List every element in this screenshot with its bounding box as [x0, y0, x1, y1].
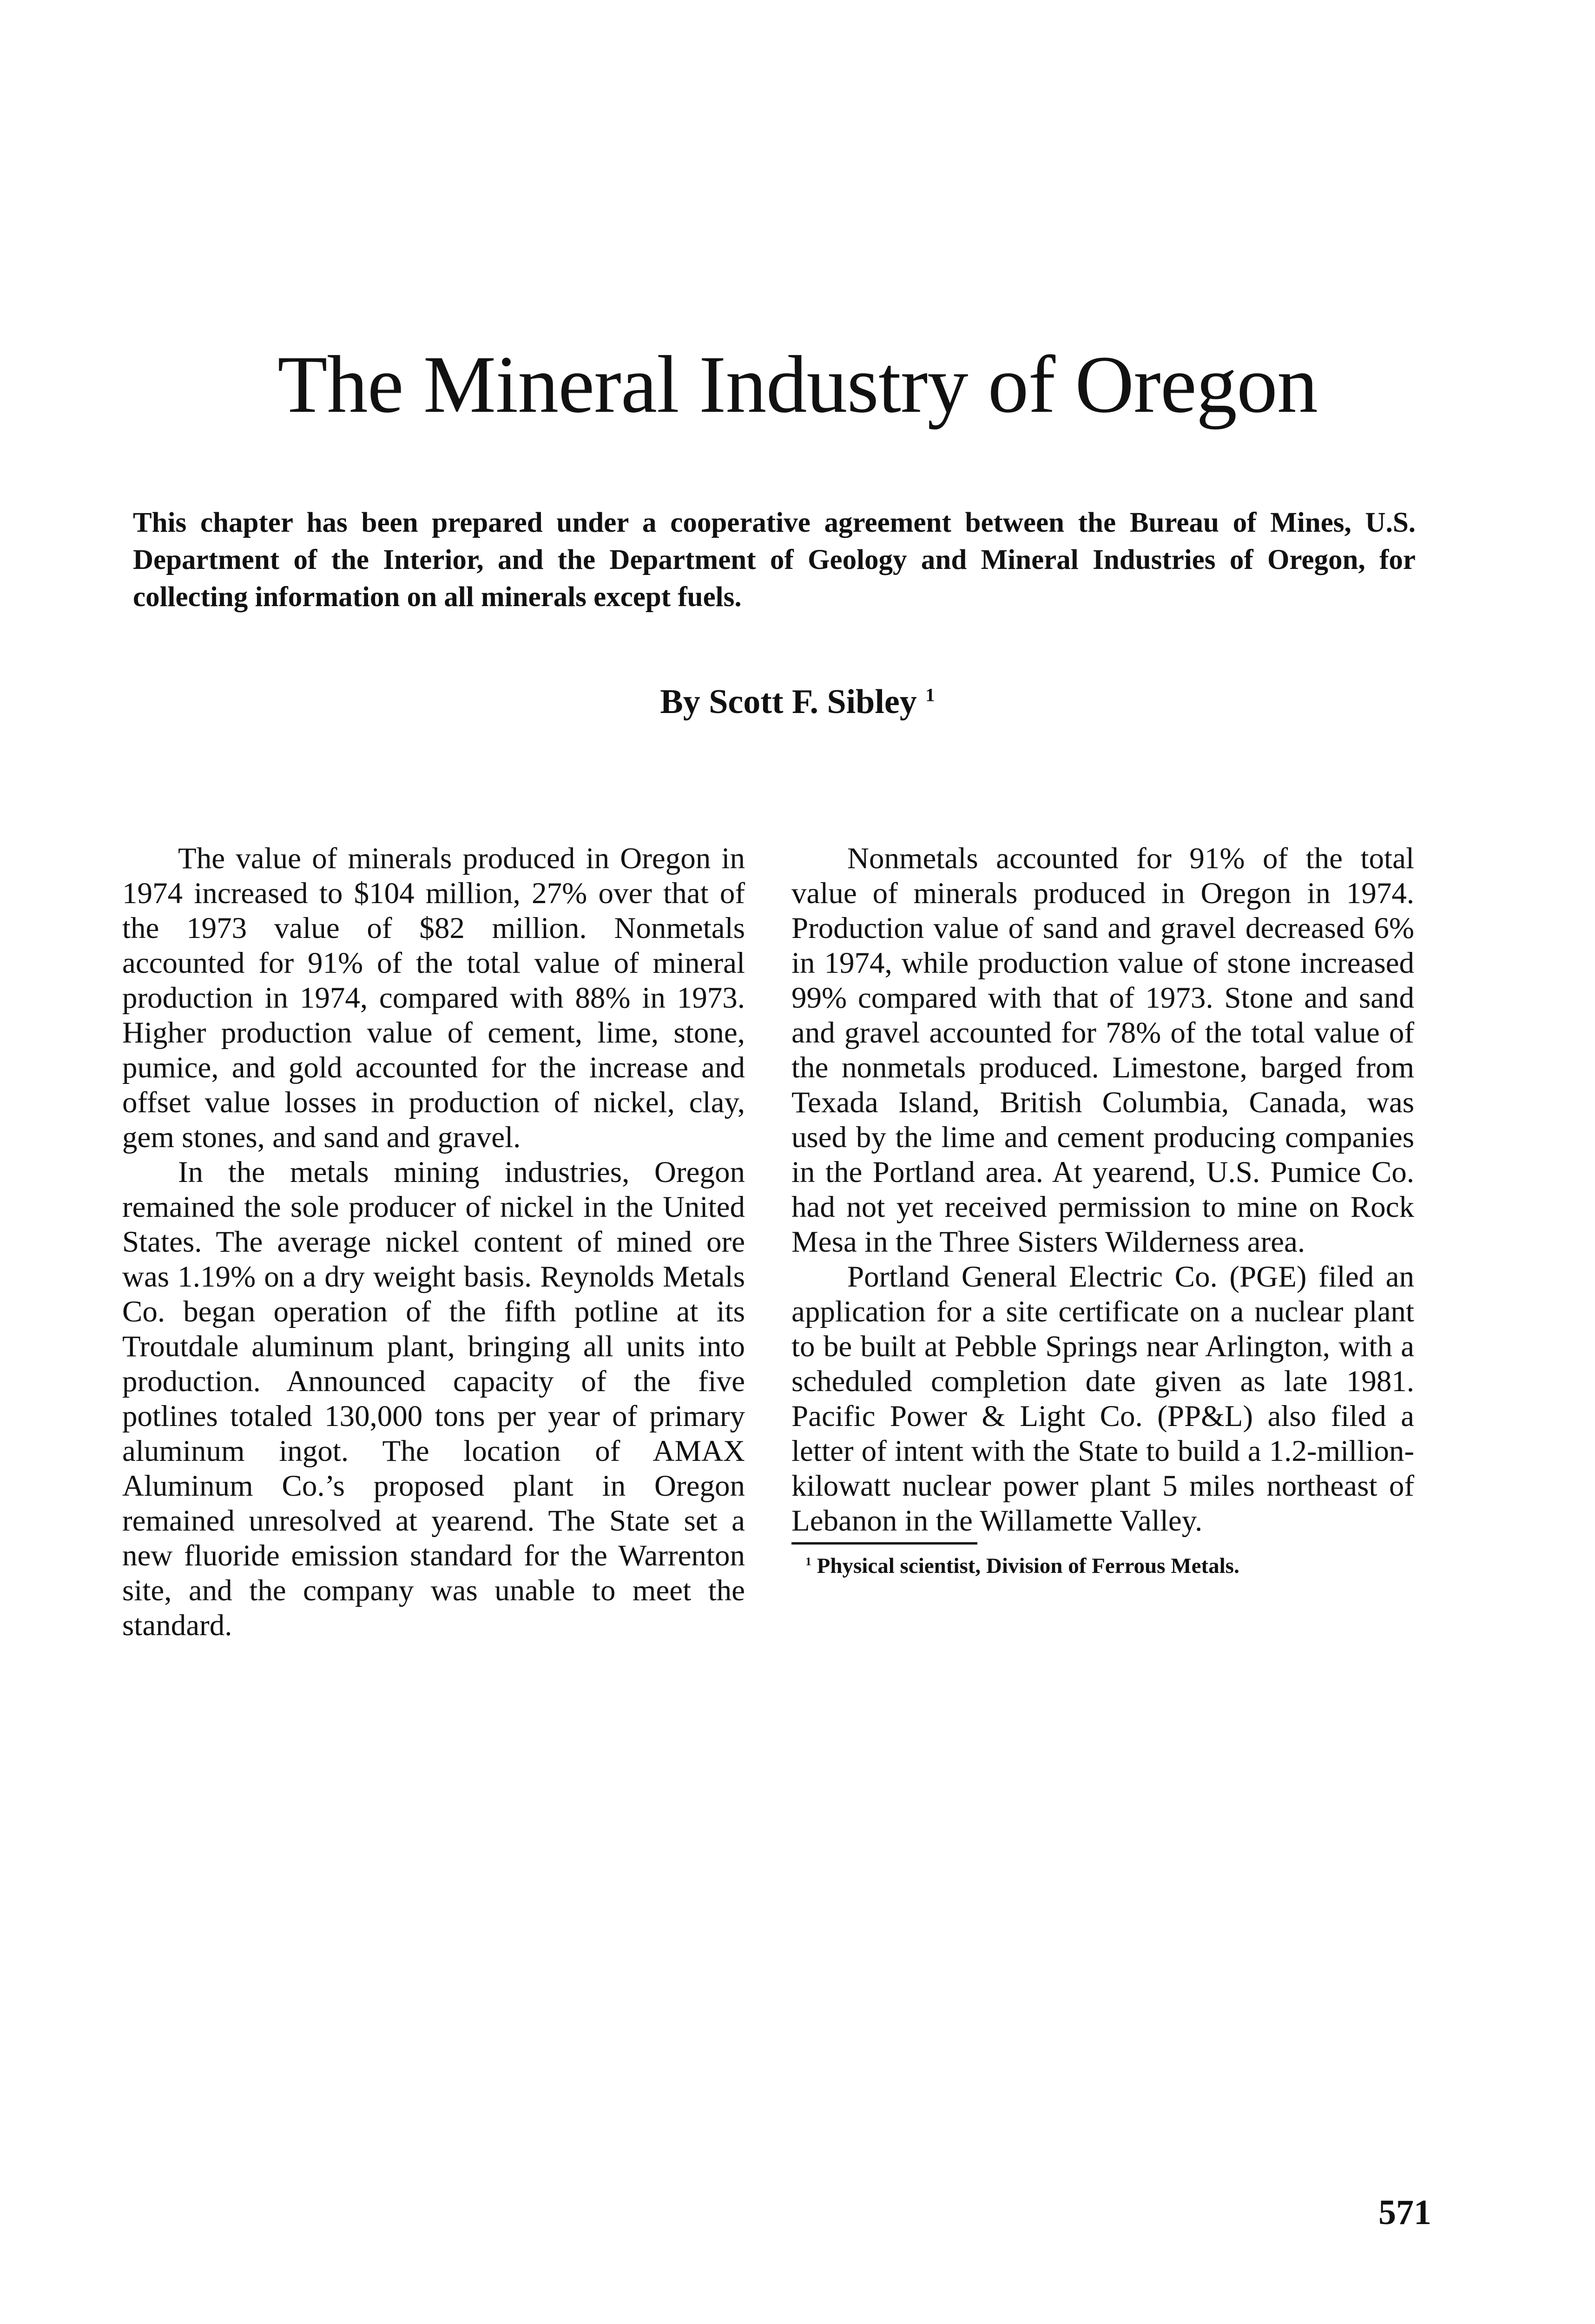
author-byline [0, 679, 1595, 725]
page-title: The Mineral Industry of Oregon [277, 339, 1318, 430]
paragraph: Nonmetals accounted for 91% of the total value of minerals produced in Oregon in 1974. Production value of sand and gravel decreased 6% in 1974, while production value of stone increased 99% compared with that of 1973. Stone and sand and gravel accounted for 78% of the total value of the nonmetals produced. Limestone, barged from Texada Island, British Columbia, Canada, was used by the lime and cement producing companies in the Portland area. At yearend, U.S. Pumice Co. had not yet received permission to mine on Rock Mesa in the Three Sisters Wilderness area. [791, 842, 1414, 1259]
footnote [791, 1551, 1414, 1581]
page-number: 571 [1378, 2193, 1431, 2232]
author-name: By Scott F. Sibley [660, 683, 917, 721]
chapter-note: This chapter has been prepared under a cooperative agreement between the Bureau of Mines, U.S. Department of the Interior, and the Department of Geology and Mineral Industries of Oregon, for collecting information on all minerals except fuels. [133, 507, 1416, 613]
footnote-divider [791, 1542, 977, 1545]
paragraph: Portland General Electric Co. (PGE) filed an application for a site certificate on a nuclear plant to be built at Pebble Springs near Arlington, with a scheduled completion date given as late 1981. Pacific Power & Light Co. (PP&L) also filed a letter of intent with the State to build a 1.2-million-kilowatt nuclear power plant 5 miles northeast of Lebanon in the Willamette Valley. [791, 1260, 1414, 1538]
left-column [122, 841, 745, 1643]
paragraph: The value of minerals produced in Oregon in 1974 increased to $104 million, 27% over that of the 1973 value of $82 million. Nonmetals accounted for 91% of the total value of mineral production in 1974, compared with 88% in 1973. Higher production value of cement, lime, stone, pumice, and gold accounted for the increase and offset value losses in production of nickel, clay, gem stones, and sand and gravel. [122, 842, 745, 1154]
right-column [791, 841, 1414, 1581]
footnote-marker: 1 [925, 684, 935, 706]
footnote-text: Physical scientist, Division of Ferrous Metals. [817, 1554, 1239, 1578]
paragraph: In the metals mining industries, Oregon remained the sole producer of nickel in the United States. The average nickel content of mined ore was 1.19% on a dry weight basis. Reynolds Metals Co. began operation of the fifth potline at its Troutdale aluminum plant, bringing all units into production. Announced capacity of the five potlines totaled 130,000 tons per year of primary aluminum ingot. The location of AMAX Aluminum Co.’s proposed plant in Oregon remained unresolved at yearend. The State set a new fluoride emission standard for the Warrenton site, and the company was unable to meet the standard. [122, 1155, 745, 1642]
footnote-marker: 1 [805, 1554, 811, 1568]
